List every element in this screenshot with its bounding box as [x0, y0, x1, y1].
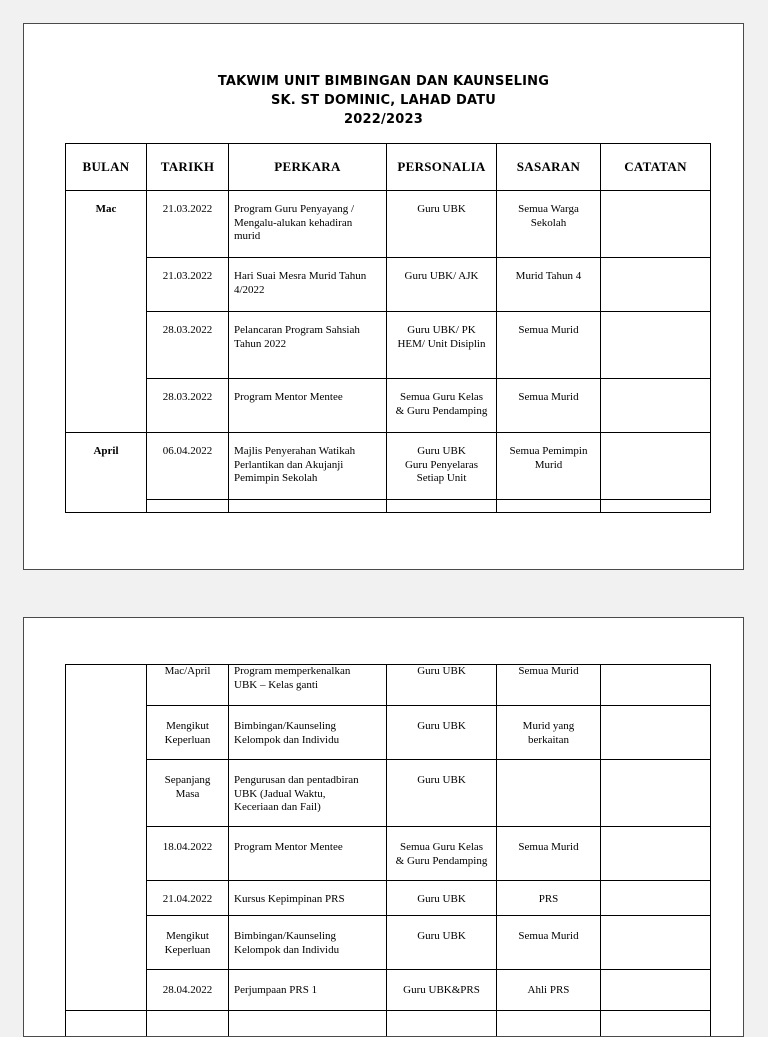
tarikh-cell: 28.03.2022: [147, 312, 229, 379]
header-sasaran: SASARAN: [497, 144, 601, 191]
title-line-3: 2022/2023: [24, 110, 743, 129]
sasaran-cell: Semua Pemimpin Murid: [497, 433, 601, 500]
perkara-cell: Bimbingan/Kaunseling Kelompok dan Individu: [229, 916, 387, 970]
catatan-cell: [601, 827, 711, 881]
personalia-cell: Guru UBK/ PK HEM/ Unit Disiplin: [387, 312, 497, 379]
tarikh-cell: Mengikut Keperluan: [147, 916, 229, 970]
perkara-cell: Bimbingan/Kaunseling Kelompok dan Individu: [229, 706, 387, 760]
personalia-cell: [387, 500, 497, 513]
personalia-cell: Guru UBK&PRS: [387, 970, 497, 1011]
bulan-cell: April: [66, 433, 147, 513]
personalia-cell: Guru UBK: [387, 881, 497, 916]
personalia-cell: Guru UBK: [387, 191, 497, 258]
table-row: [66, 970, 711, 1011]
header-bulan: BULAN: [66, 144, 147, 191]
sasaran-cell: Semua Warga Sekolah: [497, 191, 601, 258]
perkara-cell: Pelancaran Program Sahsiah Tahun 2022: [229, 312, 387, 379]
perkara-cell: Hari Suai Mesra Murid Tahun 4/2022: [229, 258, 387, 312]
perkara-cell: [229, 500, 387, 513]
tarikh-cell: [147, 500, 229, 513]
perkara-cell: Perjumpaan PRS 1: [229, 970, 387, 1011]
catatan-cell: [601, 970, 711, 1011]
header-personalia: PERSONALIA: [387, 144, 497, 191]
header-perkara: PERKARA: [229, 144, 387, 191]
table-row: [66, 433, 711, 500]
header-tarikh: TARIKH: [147, 144, 229, 191]
sasaran-cell: [497, 760, 601, 827]
table-row: [66, 191, 711, 258]
sasaran-cell: Murid yang berkaitan: [497, 706, 601, 760]
table-row: [66, 379, 711, 433]
tarikh-cell: Mengikut Keperluan: [147, 706, 229, 760]
catatan-cell: [601, 916, 711, 970]
perkara-cell: Majlis Penyerahan Watikah Perlantikan dan Akujanji Pemimpin Sekolah: [229, 433, 387, 500]
tarikh-cell: 21.04.2022: [147, 881, 229, 916]
sasaran-cell: Ahli PRS: [497, 970, 601, 1011]
perkara-cell: Program Guru Penyayang / Mengalu-alukan kehadiran murid: [229, 191, 387, 258]
personalia-cell: Semua Guru Kelas & Guru Pendamping: [387, 379, 497, 433]
tarikh-cell: Mac/April: [147, 665, 229, 706]
table-row: [66, 916, 711, 970]
title-line-1: TAKWIM UNIT BIMBINGAN DAN KAUNSELING: [24, 72, 743, 91]
bulan-cell: [66, 665, 147, 1011]
tarikh-cell: Sepanjang Masa: [147, 760, 229, 827]
catatan-cell: [601, 433, 711, 500]
table-row: [66, 312, 711, 379]
catatan-cell: [601, 258, 711, 312]
tarikh-cell: 18.04.2022: [147, 827, 229, 881]
document-page-2: [23, 617, 744, 1037]
catatan-cell: [601, 881, 711, 916]
sasaran-cell: Semua Murid: [497, 312, 601, 379]
schedule-table-page-2: [65, 664, 711, 1037]
sasaran-cell: Semua Murid: [497, 665, 601, 706]
table-row: [66, 258, 711, 312]
perkara-cell: Program Mentor Mentee: [229, 379, 387, 433]
title-line-2: SK. ST DOMINIC, LAHAD DATU: [24, 91, 743, 110]
sasaran-cell: Murid Tahun 4: [497, 258, 601, 312]
sasaran-cell: Semua Murid: [497, 916, 601, 970]
personalia-cell: Guru UBK: [387, 706, 497, 760]
table-row: [66, 760, 711, 827]
tarikh-cell: 06.04.2022: [147, 433, 229, 500]
personalia-cell: Guru UBK/ AJK: [387, 258, 497, 312]
catatan-cell: [601, 312, 711, 379]
personalia-cell: Guru UBK: [387, 916, 497, 970]
sasaran-cell: Semua Murid: [497, 379, 601, 433]
table-row: [66, 881, 711, 916]
table-row: [66, 665, 711, 706]
sasaran-cell: [497, 500, 601, 513]
table-header-row: [66, 144, 711, 191]
document-page-1: [23, 23, 744, 570]
table-row: [66, 827, 711, 881]
schedule-table-page-1: [65, 143, 711, 513]
personalia-cell: Semua Guru Kelas & Guru Pendamping: [387, 827, 497, 881]
personalia-cell: Guru UBK: [387, 760, 497, 827]
catatan-cell: [601, 191, 711, 258]
perkara-cell: Kursus Kepimpinan PRS: [229, 881, 387, 916]
catatan-cell: [601, 760, 711, 827]
sasaran-cell: PRS: [497, 881, 601, 916]
tarikh-cell: 28.03.2022: [147, 379, 229, 433]
tarikh-cell: 28.04.2022: [147, 970, 229, 1011]
perkara-cell: Program memperkenalkan UBK – Kelas ganti: [229, 665, 387, 706]
bulan-cell: Mac: [66, 191, 147, 433]
header-catatan: CATATAN: [601, 144, 711, 191]
perkara-cell: Program Mentor Mentee: [229, 827, 387, 881]
table-row: [66, 706, 711, 760]
personalia-cell: Guru UBK: [387, 665, 497, 706]
tarikh-cell: 21.03.2022: [147, 191, 229, 258]
tarikh-cell: 21.03.2022: [147, 258, 229, 312]
document-title: [24, 72, 743, 129]
catatan-cell: [601, 379, 711, 433]
catatan-cell: [601, 500, 711, 513]
perkara-cell: Pengurusan dan pentadbiran UBK (Jadual Waktu, Keceriaan dan Fail): [229, 760, 387, 827]
table-row: [66, 500, 711, 513]
sasaran-cell: Semua Murid: [497, 827, 601, 881]
catatan-cell: [601, 665, 711, 706]
catatan-cell: [601, 706, 711, 760]
personalia-cell: Guru UBK Guru Penyelaras Setiap Unit: [387, 433, 497, 500]
